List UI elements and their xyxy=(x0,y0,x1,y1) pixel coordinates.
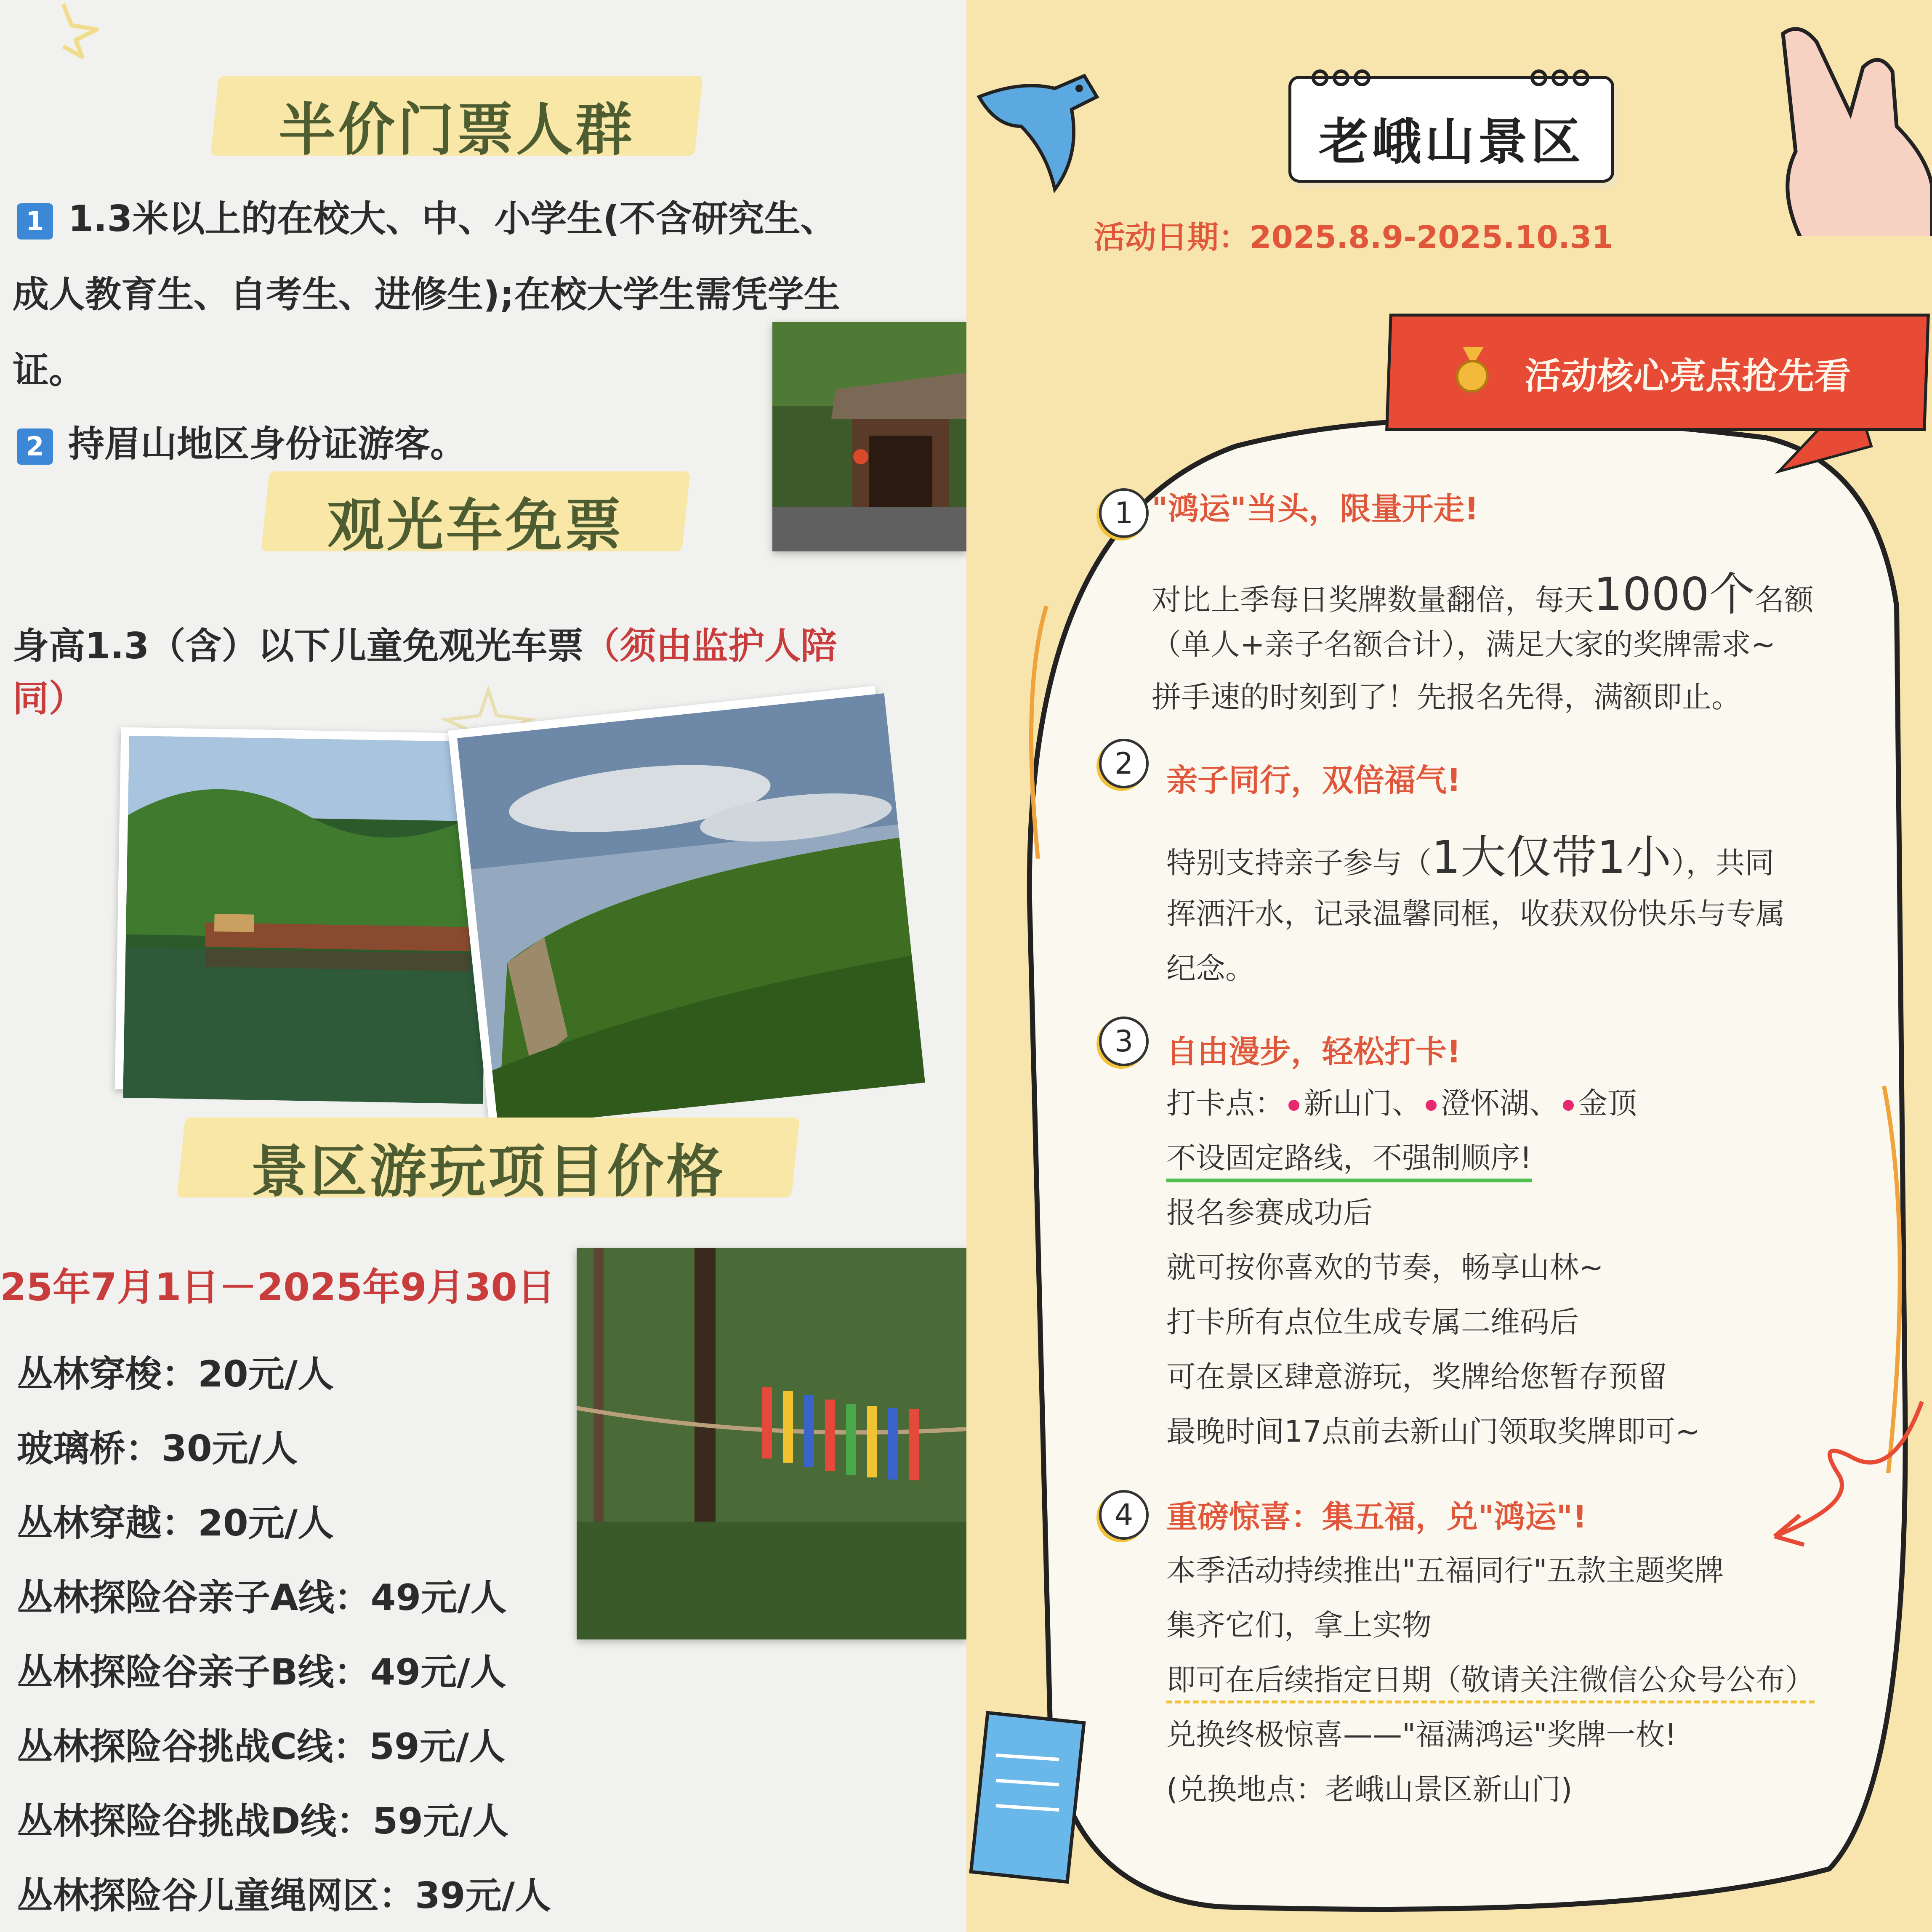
section-1-line-2: （单人+亲子名额合计），满足大家的奖牌需求~ xyxy=(1152,627,1776,662)
notebook-doodle-icon xyxy=(966,1684,1093,1886)
half-price-heading: 半价门票人群 xyxy=(279,97,635,163)
section-2-line-1-post: ），共同 xyxy=(1671,846,1775,880)
section-1-line-1 xyxy=(1152,558,1814,623)
half-price-item-1-line-3: 证。 xyxy=(13,349,85,391)
lake-bridge-photo xyxy=(115,727,481,1096)
section-4-line-2: 集齐它们，拿上实物 xyxy=(1166,1608,1432,1642)
section-4-line-4: 兑换终极惊喜——"福满鸿运"奖牌一枚! xyxy=(1166,1717,1677,1752)
curly-arrow-icon xyxy=(1766,1397,1926,1557)
section-1-number-icon: 1 xyxy=(1099,488,1149,538)
peace-hand-icon xyxy=(1758,17,1932,236)
section-4-title: 重磅惊喜：集五福，兑"鸿运"! xyxy=(1166,1499,1587,1535)
section-3-title: 自由漫步，轻松打卡! xyxy=(1166,1034,1461,1070)
section-1-line-1-post: 名额 xyxy=(1754,583,1814,617)
price-item-3: 丛林穿越：20元/人 xyxy=(17,1502,334,1544)
section-3-line-5: 最晚时间17点前去新山门领取奖牌即可~ xyxy=(1166,1414,1700,1449)
half-price-item-2 xyxy=(17,415,466,467)
section-2-number-icon: 2 xyxy=(1099,739,1149,788)
section-2-line-3: 纪念。 xyxy=(1166,951,1255,986)
checkin-point-2: 澄怀湖、 xyxy=(1441,1086,1559,1120)
price-item-6: 丛林探险谷挑战C线：59元/人 xyxy=(17,1726,506,1768)
section-1-big-number: 1000个 xyxy=(1594,568,1755,621)
shuttle-text-note-2: 同） xyxy=(13,678,85,720)
section-2-big-text: 1大仅带1小 xyxy=(1432,831,1671,884)
half-price-item-1-line-1: 1.3米以上的在校大、中、小学生(不含研究生、 xyxy=(68,198,837,240)
section-1-line-3: 拼手速的时刻到了！先报名先得，满额即止。 xyxy=(1152,680,1741,714)
price-item-7: 丛林探险谷挑战D线：59元/人 xyxy=(17,1800,509,1842)
activity-date: 活动日期：2025.8.9-2025.10.31 xyxy=(1094,219,1613,255)
section-2-line-2: 挥洒汗水，记录温馨同框，收获双份快乐与专属 xyxy=(1166,897,1785,931)
section-3-no-fixed-route: 不设固定路线，不强制顺序! xyxy=(1166,1134,1532,1182)
number-badge-2-icon: 2 xyxy=(17,428,53,465)
location-pin-icon xyxy=(1563,1100,1574,1111)
half-price-item-1-line-2: 成人教育生、自考生、进修生);在校大学生需凭学生 xyxy=(13,274,840,316)
number-badge-1-icon: 1 xyxy=(17,203,53,240)
medal-icon xyxy=(1448,347,1496,393)
binder-rings-icon xyxy=(1307,63,1594,93)
shuttle-heading: 观光车免票 xyxy=(327,492,624,559)
section-4-line-5: (兑换地点：老峨山景区新山门) xyxy=(1166,1772,1573,1807)
section-3-checkin-line xyxy=(1166,1080,1637,1122)
section-3-number-icon: 3 xyxy=(1099,1017,1149,1066)
checkin-label: 打卡点： xyxy=(1166,1086,1284,1120)
location-pin-icon xyxy=(1288,1100,1299,1111)
blue-bird-icon xyxy=(971,46,1131,206)
price-item-8: 丛林探险谷儿童绳网区：39元/人 xyxy=(17,1875,551,1917)
prices-date-range: 25年7月1日－2025年9月30日 xyxy=(0,1265,555,1309)
price-item-5: 丛林探险谷亲子B线：49元/人 xyxy=(17,1651,506,1693)
star-doodle-icon xyxy=(38,0,109,59)
location-pin-icon xyxy=(1426,1100,1437,1111)
section-4-number-icon: 4 xyxy=(1099,1490,1149,1540)
rope-course-photo xyxy=(577,1248,966,1639)
highlight-banner xyxy=(1385,314,1930,431)
checkin-point-1: 新山门、 xyxy=(1304,1086,1421,1120)
section-1-line-1-pre: 对比上季每日奖牌数量翻倍，每天 xyxy=(1152,583,1594,617)
section-4-line-1: 本季活动持续推出"五福同行"五款主题奖牌 xyxy=(1166,1553,1724,1588)
shuttle-text xyxy=(13,617,837,669)
section-2-title: 亲子同行，双倍福气! xyxy=(1166,762,1461,798)
section-2-line-1 xyxy=(1166,821,1774,886)
scenic-area-title: 老峨山景区 xyxy=(1318,113,1584,171)
half-price-item-1 xyxy=(17,189,837,242)
section-2-line-1-pre: 特别支持亲子参与（ xyxy=(1166,846,1432,880)
section-1-title: "鸿运"当头，限量开走! xyxy=(1152,491,1479,527)
section-3-line-3: 打卡所有点位生成专属二维码后 xyxy=(1166,1305,1579,1339)
right-panel xyxy=(966,0,1932,1932)
section-4-line-3: 即可在后续指定日期（敬请关注微信公众号公布） xyxy=(1166,1656,1815,1703)
half-price-item-2-text: 持眉山地区身份证游客。 xyxy=(68,423,466,465)
shuttle-text-main: 身高1.3（含）以下儿童免观光车票 xyxy=(13,625,584,667)
shuttle-text-note: （须由监护人陪 xyxy=(583,625,837,667)
section-3-line-4: 可在景区肆意游玩，奖牌给您暂存预留 xyxy=(1166,1360,1667,1394)
section-3-line-2: 就可按你喜欢的节奏，畅享山林~ xyxy=(1166,1250,1604,1285)
scenic-gate-photo xyxy=(772,322,966,551)
checkin-point-3: 金顶 xyxy=(1578,1086,1637,1120)
highlight-banner-text: 活动核心亮点抢先看 xyxy=(1524,355,1852,397)
price-item-2: 玻璃桥：30元/人 xyxy=(17,1428,298,1470)
price-item-4: 丛林探险谷亲子A线：49元/人 xyxy=(17,1577,507,1619)
forest-cliff-photo xyxy=(448,686,916,1120)
section-3-line-1: 报名参赛成功后 xyxy=(1166,1195,1373,1230)
price-item-1: 丛林穿梭：20元/人 xyxy=(17,1353,334,1395)
prices-heading: 景区游玩项目价格 xyxy=(251,1139,726,1205)
